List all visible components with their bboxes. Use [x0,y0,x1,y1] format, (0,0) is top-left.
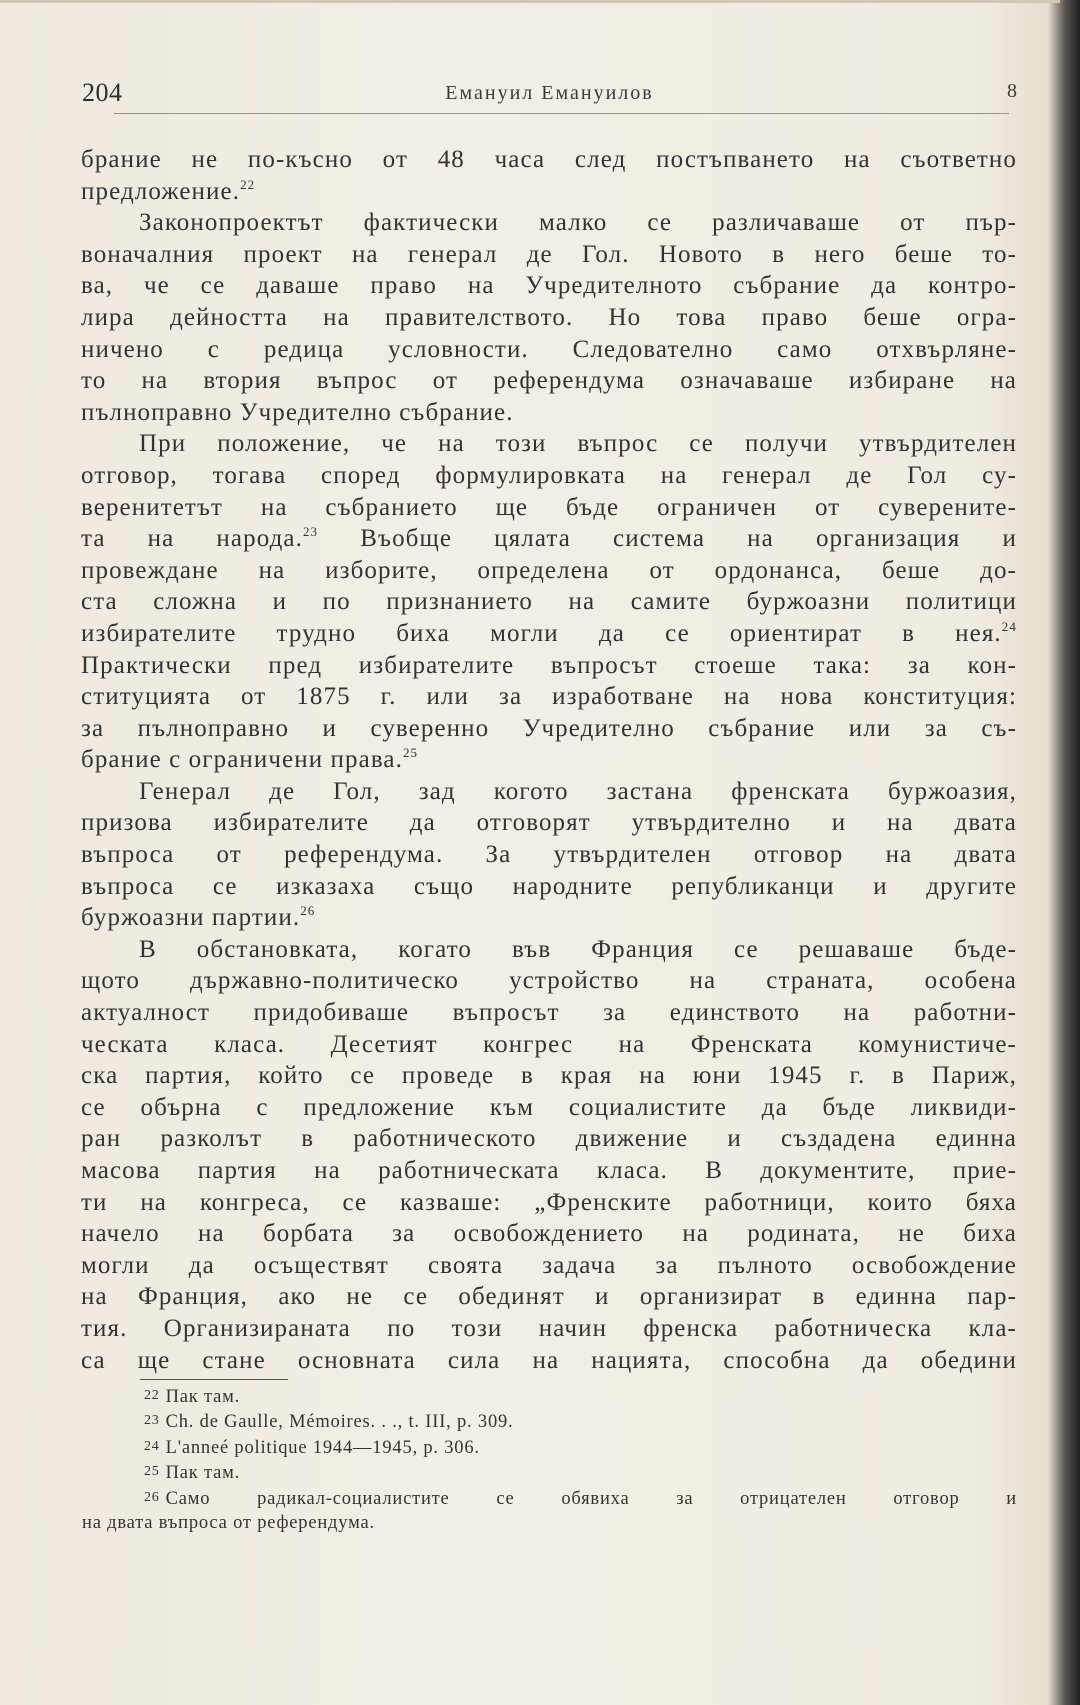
footnote-ref-25[interactable]: 25 [402,745,419,761]
text-line: Генерал де Гол, зад когото застана френската буржоазия, [139,777,1017,805]
text-line: на Франция, ако не се обединят и организират в единна пар- [81,1283,1017,1311]
main-text [81,144,1017,1376]
text-line: предложение.$^{22}$ [81,176,256,205]
text-line: ческата класа. Десетият конгрес на Френската комунистиче- [81,1030,1017,1058]
text-line: брание не по-късно от 48 часа след постъпването на съответно [81,146,1017,173]
footnote-26 [82,1486,1017,1511]
text-line: ституцията от 1875 г. или за изработване на нова конституция: [81,683,1017,711]
footnote-number: 22 [144,1388,160,1403]
text-line: Законопроектът фактически малко се различаваше от пър- [139,209,1017,237]
footnote-number: 24 [144,1438,160,1454]
text-line: Практически пред избирателите въпросът стоеше така: за кон- [81,651,1017,679]
footnote-number: 23 [144,1413,160,1429]
text-line: призова избирателите да отговорят утвърдително и на двата [81,809,1017,837]
footnote-25 [82,1460,1017,1485]
footnote-number: 26 [144,1489,160,1505]
text-line: та на народа.$^{23}$ Въобще цялата система на организация и [81,524,1017,553]
text-line: воначалния проект на генерал де Гол. Новото в него беше то- [81,240,1017,268]
footnote-text: Ch. de Gaulle, Mémoires. . ., t. III, p. 309. [165,1412,514,1433]
text-line: отговор, тогава според формулировката на генерал де Гол су- [81,461,1017,489]
text-line: В обстановката, когато във Франция се решаваше бъде- [139,935,1017,963]
footnote-text: L'anneé politique 1944—1945, p. 306. [165,1437,480,1458]
text-line: При положение, че на този въпрос се получи утвърдителен [139,430,1017,458]
sheet-signature-mark: 8 [1007,80,1017,102]
footnote-ref-22[interactable]: 22 [240,176,256,192]
text-line: тия. Организираната по този начин френска работническа кла- [81,1314,1017,1342]
footnote-26-continuation: на двата въпроса от референдума. [82,1513,375,1534]
text-line: ва, че се даваше право на Учредителното събрание да контро- [81,272,1017,300]
footnote-22 [82,1384,1017,1409]
text-line: пълноправно Учредително събрание. [81,398,514,426]
text-line: се обърна с предложение към социалистите да бъде ликвиди- [81,1093,1017,1121]
text-line: масова партия на работническата класа. В документите, прие- [81,1157,1017,1184]
footnote-ref-23[interactable]: 23 [302,524,319,540]
text-line: ран разколът в работническото движение и създадена единна [81,1125,1017,1153]
page-top-edge [0,0,1060,3]
footnote-text: Само радикал-социалистите се обявиха за отрицателен отговор и [165,1488,1017,1509]
text-line: лира дейността на правителството. Но това право беше огра- [81,303,1017,331]
text-line: въпроса се изказаха също народните републиканци и другите [81,872,1017,900]
text-line: буржоазни партии.$^{26}$ [81,903,316,932]
footnote-number: 25 [144,1464,160,1480]
text-line: то на втория въпрос от референдума означаваше избиране на [81,367,1017,395]
text-line: ста сложна и по признанието на самите буржоазни политици [81,588,1017,616]
text-line: ти на конгреса, се казваше: „Френските работници, които бяха [81,1188,1017,1216]
footnote-ref-24[interactable]: 24 [1001,618,1017,634]
text-line: веренитетът на събранието ще бъде ограничен от суверените- [81,493,1017,521]
footnote-ref-26[interactable]: 26 [300,903,316,919]
page-number: 204 [82,78,123,107]
text-line: провеждане на изборите, определена от ордонанса, беше до- [81,556,1017,584]
text-line: ска партия, който се проведе в края на юни 1945 г. в Париж, [81,1062,1017,1090]
text-line: въпроса от референдума. За утвърдителен отговор на двата [81,841,1017,869]
running-header [82,78,1017,118]
text-line: за пълноправно и суверенно Учредително събрание или за съ- [81,714,1017,742]
running-title: Емануил Емануилов [445,82,654,104]
footnote-text: Пак там. [165,1387,241,1407]
footnote-separator [140,1379,288,1380]
header-rule [114,113,1009,114]
footnote-24 [82,1435,1017,1460]
text-line: са ще стане основната сила на нацията, способна да обедини [81,1346,1017,1374]
text-line: актуалност придобиваше въпросът за единството на работни- [81,999,1017,1027]
text-line: брание с ограничени права.$^{25}$ [81,745,419,774]
footnote-23 [82,1409,1017,1434]
text-line: ничено с редица условности. Следователно само отхвърляне- [81,335,1017,363]
footnote-text: Пак там. [165,1463,241,1484]
footnotes [82,1384,1017,1535]
text-line: щото държавно-политическо устройство на страната, особена [81,967,1017,995]
text-line: избирателите трудно биха могли да се ориентират в нея.$^{24}$ [81,618,1017,647]
text-line: начело на борбата за освобождението на родината, не биха [81,1220,1017,1248]
text-line: могли да осъществят своята задача за пълното освобождение [81,1251,1017,1279]
